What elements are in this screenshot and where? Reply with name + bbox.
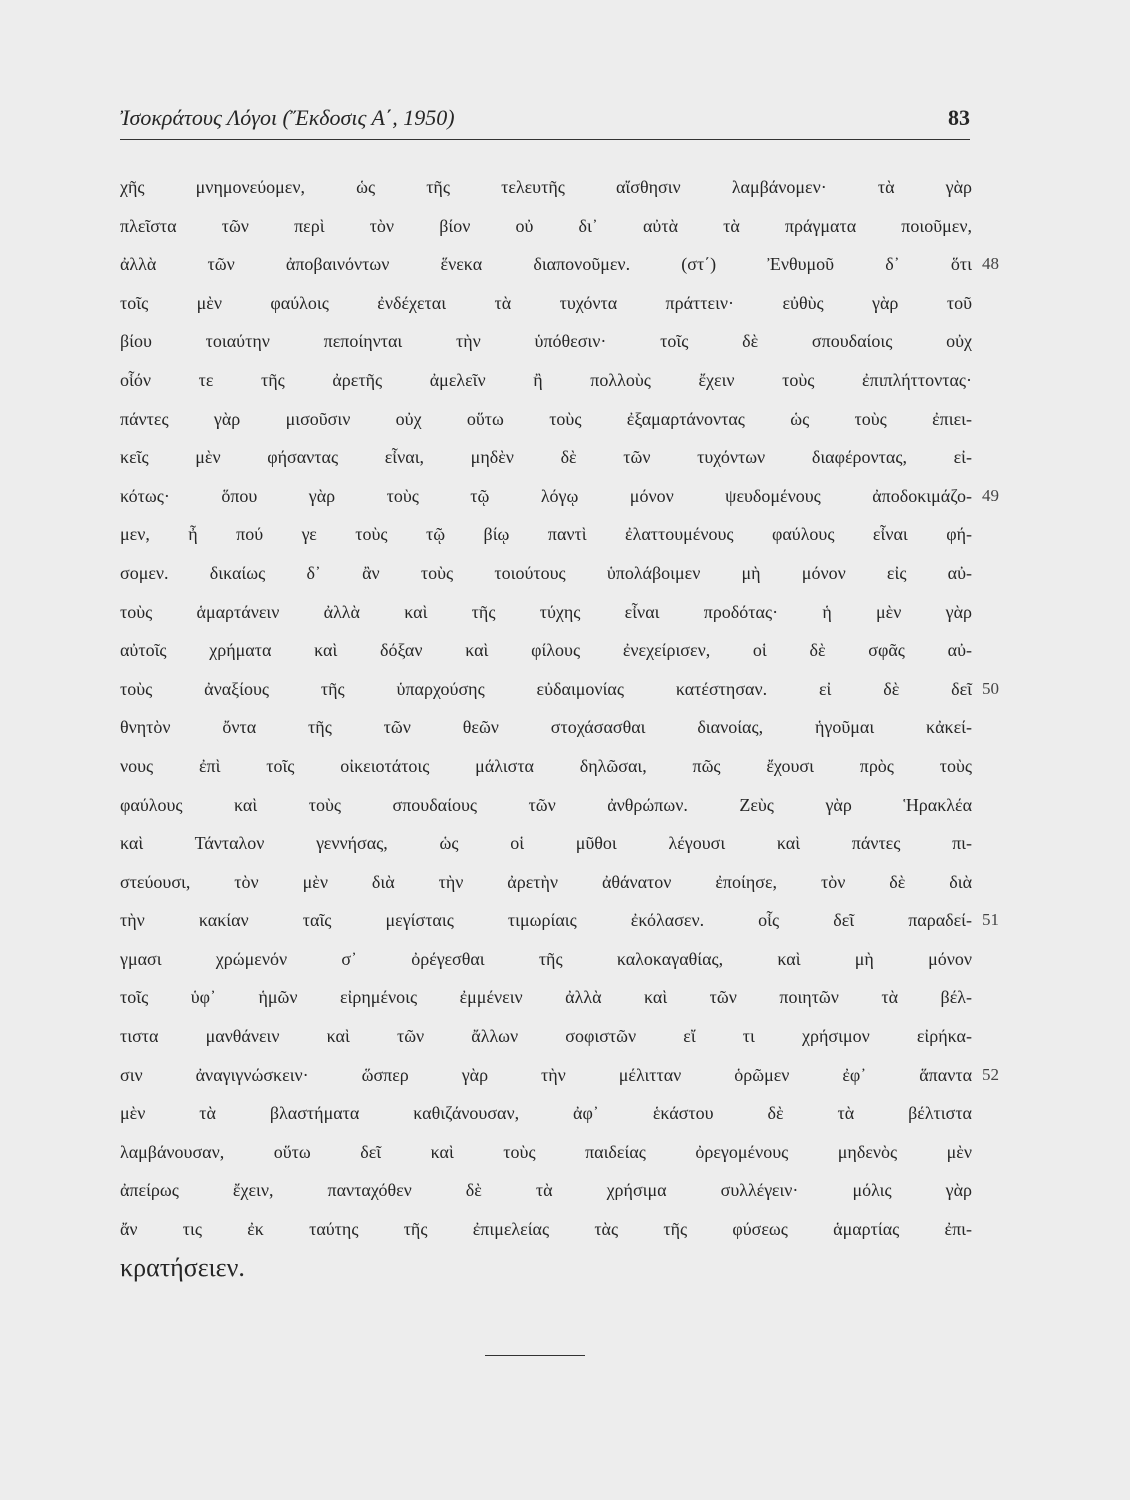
text-line-content: οἷόν τε τῆς ἀρετῆς ἀμελεῖν ἢ πολλοὺς ἔχειν τοὺς ἐπιπλήττοντας· [120, 369, 972, 390]
text-line [120, 1210, 972, 1249]
section-number: 49 [982, 485, 999, 505]
text-line-content: κεῖς μὲν φήσαντας εἶναι, μηδὲν δὲ τῶν τυχόντων διαφέροντας, εἰ- [120, 447, 972, 468]
text-line-content: τοῖς μὲν φαύλοις ἐνδέχεται τὰ τυχόντα πράττειν· εὐθὺς γὰρ τοῦ [120, 292, 972, 313]
page-number: 83 [948, 105, 970, 130]
text-line [120, 1171, 972, 1210]
text-line-content: σομεν. δικαίως δ᾽ ἂν τοὺς τοιούτους ὑπολάβοιμεν μὴ μόνον εἰς αὐ- [120, 562, 972, 583]
text-line-content: αὐτοῖς χρήματα καὶ δόξαν καὶ φίλους ἐνεχείρισεν, οἱ δὲ σφᾶς αὐ- [120, 640, 972, 661]
text-line [120, 168, 972, 207]
text-line [120, 1017, 972, 1056]
text-line [120, 670, 999, 709]
text-line [120, 361, 972, 400]
text-line-content: ἀλλὰ τῶν ἀποβαινόντων ἕνεκα διαπονοῦμεν. (στ΄) Ἐνθυμοῦ δ᾽ ὅτι [120, 254, 972, 275]
text-line-content: κότως· ὅπου γὰρ τοὺς τῷ λόγῳ μόνον ψευδομένους ἀποδοκιμάζο- [120, 485, 972, 506]
text-line [120, 1133, 972, 1172]
text-line-content: στεύουσι, τὸν μὲν διὰ τὴν ἀρετὴν ἀθάνατον ἐποίησε, τὸν δὲ διὰ [120, 871, 972, 892]
section-number: 50 [982, 678, 999, 698]
text-line-content: τοὺς ἁμαρτάνειν ἀλλὰ καὶ τῆς τύχης εἶναι προδότας· ἡ μὲν γὰρ [120, 601, 972, 622]
text-line [120, 400, 972, 439]
text-line [120, 207, 972, 246]
text-line-content: φαύλους καὶ τοὺς σπουδαίους τῶν ἀνθρώπων. Ζεὺς γὰρ Ἡρακλέα [120, 794, 972, 815]
text-line [120, 786, 972, 825]
text-line-content: μεν, ἦ πού γε τοὺς τῷ βίῳ παντὶ ἐλαττουμένους φαύλους εἶναι φή- [120, 524, 972, 545]
text-line-content: κρατήσειεν. [120, 1252, 245, 1282]
text-line [120, 284, 972, 323]
text-line [120, 631, 972, 670]
text-line-content: βίου τοιαύτην πεποίηνται τὴν ὑπόθεσιν· τοῖς δὲ σπουδαίοις οὐχ [120, 331, 972, 352]
text-line [120, 901, 999, 940]
text-line-content: τοῖς ὑφ᾽ ἡμῶν εἰρημένοις ἐμμένειν ἀλλὰ καὶ τῶν ποιητῶν τὰ βέλ- [120, 987, 972, 1008]
text-line [120, 708, 972, 747]
text-line [120, 515, 972, 554]
text-line-content: ἀπείρως ἔχειν, πανταχόθεν δὲ τὰ χρήσιμα συλλέγειν· μόλις γὰρ [120, 1180, 972, 1201]
text-line-content: γμασι χρώμενόν σ᾽ ὀρέγεσθαι τῆς καλοκαγαθίας, καὶ μὴ μόνον [120, 948, 972, 969]
text-line-content: τιστα μανθάνειν καὶ τῶν ἄλλων σοφιστῶν εἴ τι χρήσιμον εἰρήκα- [120, 1026, 972, 1047]
body-text [120, 168, 999, 1287]
text-line [120, 824, 972, 863]
text-line [120, 978, 972, 1017]
text-line-content: χῆς μνημονεύομεν, ὡς τῆς τελευτῆς αἴσθησιν λαμβάνομεν· τὰ γὰρ [120, 177, 972, 197]
text-line [120, 747, 972, 786]
text-line-content: θνητὸν ὄντα τῆς τῶν θεῶν στοχάσασθαι διανοίας, ἡγοῦμαι κἀκεί- [120, 717, 972, 738]
text-line-content: μὲν τὰ βλαστήματα καθιζάνουσαν, ἀφ᾽ ἑκάστου δὲ τὰ βέλτιστα [120, 1103, 972, 1124]
text-line-content: καὶ Τάνταλον γεννήσας, ὡς οἱ μῦθοι λέγουσι καὶ πάντες πι- [120, 833, 972, 854]
text-line-content: τὴν κακίαν ταῖς μεγίσταις τιμωρίαις ἐκόλασεν. οἷς δεῖ παραδεί- [120, 910, 972, 931]
running-header [120, 103, 970, 140]
text-line [120, 1094, 972, 1133]
text-line [120, 554, 972, 593]
text-line-content: πάντες γὰρ μισοῦσιν οὐχ οὕτω τοὺς ἐξαμαρτάνοντας ὡς τοὺς ἐπιει- [120, 408, 972, 429]
text-line [120, 863, 972, 902]
text-line [120, 593, 972, 632]
text-line-content: ἄν τις ἐκ ταύτης τῆς ἐπιμελείας τὰς τῆς φύσεως ἁμαρτίας ἐπι- [120, 1219, 972, 1240]
text-line [120, 438, 972, 477]
section-number: 48 [982, 254, 999, 274]
text-line [120, 477, 999, 516]
section-number: 52 [982, 1064, 999, 1084]
text-line-content: πλεῖστα τῶν περὶ τὸν βίον οὐ δι᾽ αὐτὰ τὰ πράγματα ποιοῦμεν, [120, 215, 972, 236]
text-line-content: νους ἐπὶ τοῖς οἰκειοτάτοις μάλιστα δηλῶσαι, πῶς ἔχουσι πρὸς τοὺς [120, 755, 972, 776]
end-rule [485, 1355, 585, 1356]
text-line [120, 1249, 972, 1288]
text-line-content: λαμβάνουσαν, οὕτω δεῖ καὶ τοὺς παιδείας ὀρεγομένους μηδενὸς μὲν [120, 1141, 972, 1162]
section-number: 51 [982, 910, 999, 930]
text-line [120, 322, 972, 361]
text-line [120, 1056, 999, 1095]
text-line [120, 940, 972, 979]
text-line-content: τοὺς ἀναξίους τῆς ὑπαρχούσης εὐδαιμονίας κατέστησαν. εἰ δὲ δεῖ [120, 678, 972, 699]
text-line [120, 245, 999, 284]
text-line-content: σιν ἀναγιγνώσκειν· ὥσπερ γὰρ τὴν μέλιτταν ὁρῶμεν ἐφ᾽ ἅπαντα [120, 1064, 972, 1085]
header-title: Ἰσοκράτους Λόγοι (Ἔκδοσις Α΄, 1950) [120, 105, 455, 130]
